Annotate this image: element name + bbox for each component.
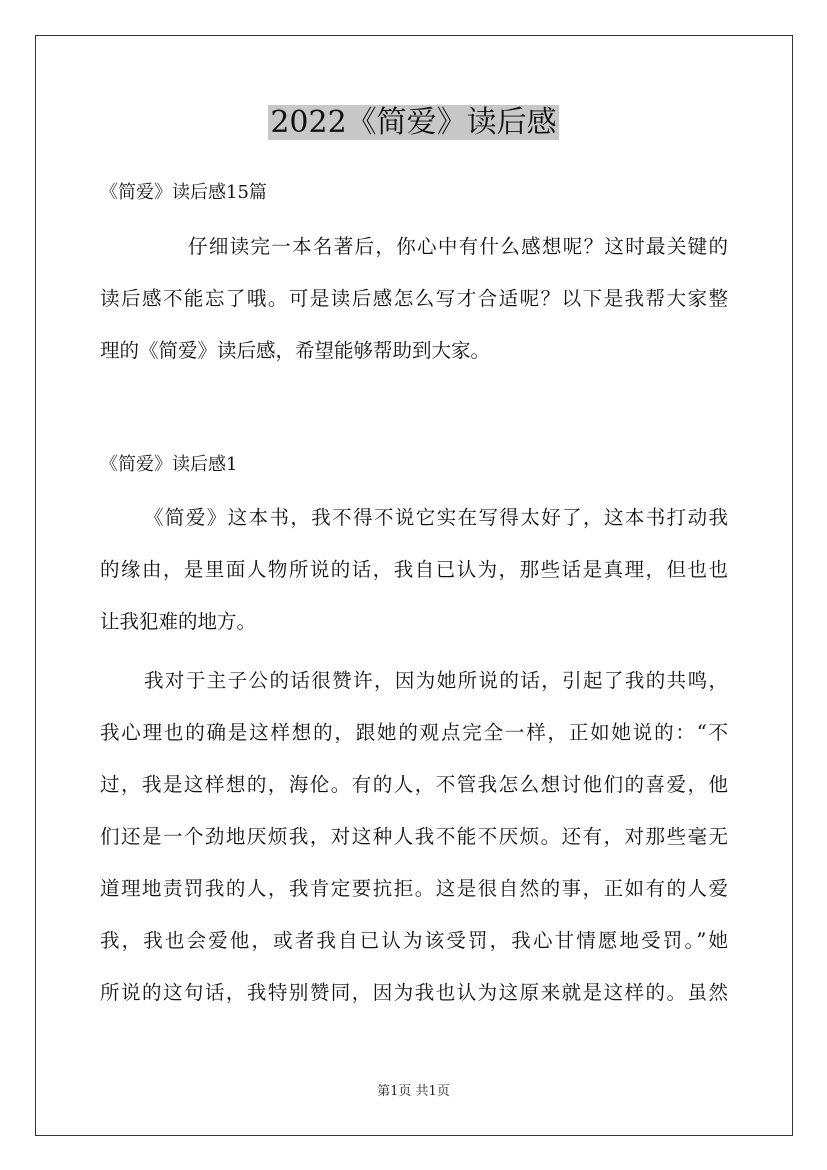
intro-line: 仔细读完一本名著后，你心中有什么感想呢？这时最关键的 [188, 235, 728, 258]
paragraph-line: 过，我是这样想的，海伦。有的人，不管我怎么想讨他们的喜爱，他 [100, 773, 728, 796]
collection-heading: 《简爱》读后感15篇 [100, 182, 267, 203]
paragraph-line: 所说的这句话，我特别赞同，因为我也认为这原来就是这样的。虽然 [100, 981, 728, 1004]
intro-line: 读后感不能忘了哦。可是读后感怎么写才合适呢？以下是我帮大家整 [100, 287, 728, 310]
body-paragraph-1 [100, 492, 728, 648]
intro-line: 理的《简爱》读后感，希望能够帮助到大家。 [100, 339, 491, 362]
document-title [0, 104, 827, 142]
body-paragraph-2 [100, 655, 728, 1019]
page-footer: 第1页 共1页 [377, 1084, 450, 1099]
paragraph-line: 我对于主子公的话很赞许，因为她所说的话，引起了我的共鸣， [144, 669, 728, 692]
document-title-text: 2022《简爱》读后感 [270, 105, 557, 140]
intro-paragraph [100, 221, 728, 377]
paragraph-line: 的缘由，是里面人物所说的话，我自已认为，那些话是真理，但也也 [100, 558, 728, 581]
paragraph-line: 我心理也的确是这样想的，跟她的观点完全一样，正如她说的：“不 [100, 721, 728, 744]
section-heading: 《简爱》读后感1 [100, 454, 238, 475]
paragraph-line: 让我犯难的地方。 [100, 610, 257, 633]
paragraph-line: 道理地责罚我的人，我肯定要抗拒。这是很自然的事，正如有的人爱 [100, 877, 728, 900]
paragraph-line: 们还是一个劲地厌烦我，对这种人我不能不厌烦。还有，对那些毫无 [100, 825, 728, 848]
paragraph-line: 《简爱》这本书，我不得不说它实在写得太好了，这本书打动我 [144, 506, 728, 529]
paragraph-line: 我，我也会爱他，或者我自已认为该受罚，我心甘情愿地受罚。”她 [100, 929, 728, 952]
